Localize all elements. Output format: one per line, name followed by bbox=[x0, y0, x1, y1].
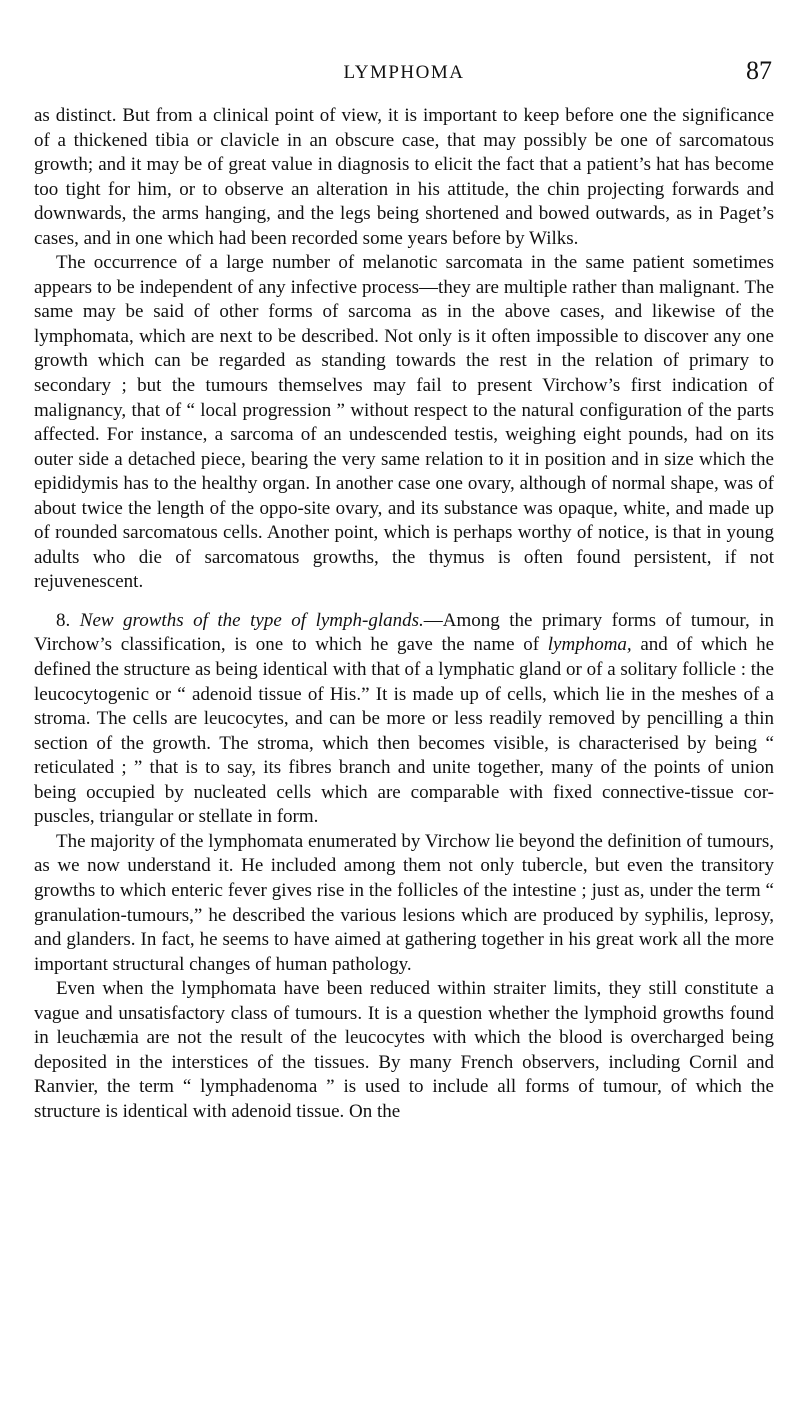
paragraph-text-after-term: and of which he defined the structure as being identical with that of a lymphatic gland or of a solitary follicle : the leucocytogenic or “ adenoid tissue of His.” It is made up of cells, which lie in the meshes of a stroma. The cells are leucocytes, and can be more or less readily removed by pencilling a thin section of the growth. The stroma, which then becomes visible, is characterised by being “ reticulated ; ” that is to say, its fibres branch and unite together, many of the points of union being occupied by nucleated cells which are comparable with fixed connective-tissue cor-puscles, triangular or stellate in form. bbox=[34, 634, 775, 828]
running-header bbox=[34, 56, 774, 96]
section-heading: New growths of the type of lymph-glands. bbox=[79, 609, 424, 631]
paragraph-lymph-gland-growths bbox=[34, 609, 774, 830]
running-title: LYMPHOMA bbox=[343, 62, 465, 83]
paragraph-text-before-term: —Among the primary forms of tumour, in Virchow’s classification, is one to which he gave the name of bbox=[34, 609, 774, 656]
paragraph-lymphadenoma: Even when the lymphomata have been reduced within straiter limits, they still constitute a vague and unsatisfactory class of tumours. It is a question whether the lymphoid growths found in leuchæmia are not the result of the leucocytes with which the blood is overcharged being deposited in the interstices of the tissues. By many French observers, including Cornil and Ranvier, the term “ lymphadenoma ” is used to include all forms of tumour, of which the structure is identical with adenoid tissue. On the bbox=[34, 978, 774, 1122]
paragraph-virchow-lymphomata: The majority of the lymphomata enumerated by Virchow lie beyond the definition of tumours, as we now understand it. He included among them not only tubercle, but even the transitory growths to which enteric fever gives rise in the follicles of the intestine ; just as, under the term “ granulation-tumours,” he described the various lesions which are produced by syphilis, leprosy, and glanders. In fact, he seems to have aimed at gathering together in his great work all the more important structural changes of human pathology. bbox=[34, 830, 774, 975]
section-number: 8. bbox=[56, 609, 71, 631]
body-text bbox=[34, 104, 774, 1124]
term-lymphoma: lymphoma, bbox=[547, 634, 632, 656]
paragraph-melanotic-sarcomata: The occurrence of a large number of melanotic sarcomata in the same patient sometimes appears to be independent of any infective process—they are multiple rather than malignant. The same may be said of other forms of sarcoma as in the above cases, and likewise of the lymphomata, which are next to be described. Not only is it often impossible to discover any one growth which can be regarded as standing towards the rest in the relation of primary to secondary ; but the tumours themselves may fail to present Virchow’s first indication of malignancy, that of “ local progression ” without respect to the natural configuration of the parts affected. For instance, a sarcoma of an undescended testis, weighing eight pounds, had on its outer side a detached piece, bearing the very same relation to it in position and in size which the epididymis has to the healthy organ. In another case one ovary, although of normal shape, was of about twice the length of the oppo-site ovary, and its substance was opaque, white, and made up of rounded sarcomatous cells. Another point, which is perhaps worthy of notice, is that in young adults who die of sarcomatous growths, the thymus is often found persistent, if not rejuvenescent. bbox=[34, 252, 774, 593]
book-page bbox=[34, 0, 774, 1415]
page-number: 87 bbox=[746, 56, 772, 85]
paragraph-continuation: as distinct. But from a clinical point of view, it is important to keep before one the significance of a thickened tibia or clavicle in an obscure case, that may possibly be one of sarcomatous growth; and it may be of great value in diagnosis to elicit the fact that a patient’s hat has become too tight for him, or to observe an alteration in his attitude, the chin projecting forwards and downwards, the arms hanging, and the legs being shortened and bowed outwards, as in Paget’s cases, and in one which had been recorded some years before by Wilks. bbox=[34, 105, 774, 249]
